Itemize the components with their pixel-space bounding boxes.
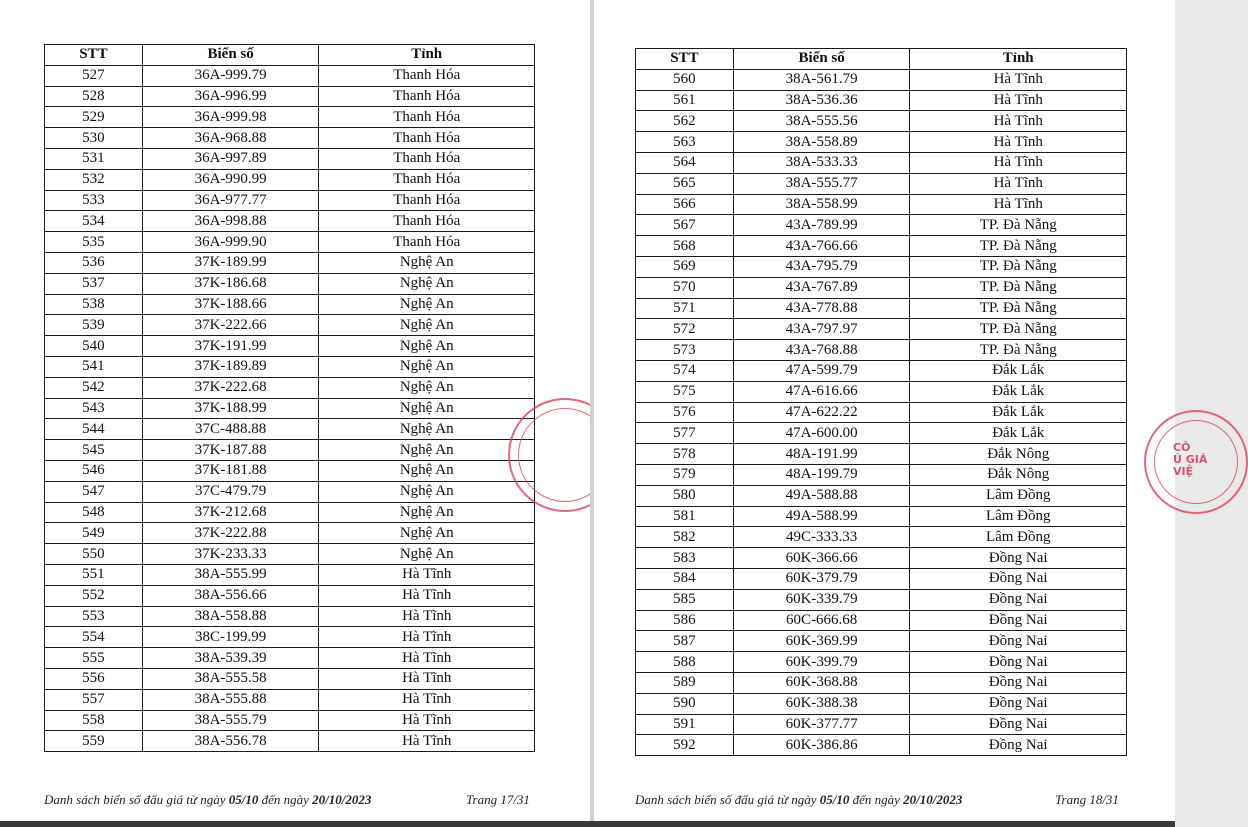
table-row bbox=[636, 256, 1127, 277]
table-row bbox=[45, 294, 535, 315]
cell-plate: 38A-555.58 bbox=[142, 668, 319, 689]
cell-stt: 575 bbox=[636, 381, 734, 402]
cell-stt: 583 bbox=[636, 548, 734, 569]
table-row bbox=[45, 128, 535, 149]
cell-stt: 590 bbox=[636, 693, 734, 714]
cell-stt: 540 bbox=[45, 336, 143, 357]
table-row bbox=[45, 419, 535, 440]
cell-stt: 565 bbox=[636, 173, 734, 194]
cell-stt: 553 bbox=[45, 606, 143, 627]
cell-stt: 592 bbox=[636, 735, 734, 756]
cell-plate: 43A-767.89 bbox=[733, 277, 910, 298]
table-row bbox=[636, 215, 1127, 236]
footer-date-to: 20/10/2023 bbox=[312, 792, 372, 807]
cell-plate: 38A-556.78 bbox=[142, 731, 319, 752]
table-row bbox=[45, 315, 535, 336]
cell-plate: 37C-479.79 bbox=[142, 481, 319, 502]
cell-plate: 60K-339.79 bbox=[733, 589, 910, 610]
table-row bbox=[636, 589, 1127, 610]
cell-province: Thanh Hóa bbox=[319, 190, 535, 211]
cell-province: Nghệ An bbox=[319, 419, 535, 440]
table-row bbox=[636, 381, 1127, 402]
cell-province: Đồng Nai bbox=[910, 652, 1127, 673]
table-row bbox=[636, 485, 1127, 506]
table-row bbox=[636, 402, 1127, 423]
cell-plate: 38A-556.66 bbox=[142, 585, 319, 606]
header-province: Tỉnh bbox=[910, 49, 1127, 70]
cell-province: Hà Tĩnh bbox=[319, 585, 535, 606]
cell-province: Thanh Hóa bbox=[319, 148, 535, 169]
table-row bbox=[45, 398, 535, 419]
cell-province: Hà Tĩnh bbox=[910, 152, 1127, 173]
cell-plate: 38A-555.56 bbox=[733, 111, 910, 132]
cell-stt: 548 bbox=[45, 502, 143, 523]
table-row bbox=[636, 714, 1127, 735]
cell-stt: 562 bbox=[636, 111, 734, 132]
table-row bbox=[45, 232, 535, 253]
table-row bbox=[45, 544, 535, 565]
cell-plate: 43A-795.79 bbox=[733, 256, 910, 277]
seal-text-line: CÔ bbox=[1173, 441, 1191, 454]
document-page-right bbox=[594, 0, 1208, 822]
cell-province: Thanh Hóa bbox=[319, 211, 535, 232]
cell-stt: 587 bbox=[636, 631, 734, 652]
cell-province: TP. Đà Nẵng bbox=[910, 215, 1127, 236]
table-row bbox=[45, 190, 535, 211]
cell-plate: 38A-533.33 bbox=[733, 152, 910, 173]
cell-stt: 538 bbox=[45, 294, 143, 315]
cell-province: TP. Đà Nẵng bbox=[910, 277, 1127, 298]
header-plate: Biển số bbox=[142, 45, 319, 66]
cell-province: Thanh Hóa bbox=[319, 86, 535, 107]
cell-plate: 43A-797.97 bbox=[733, 319, 910, 340]
footer-date-to: 20/10/2023 bbox=[903, 792, 963, 807]
table-row bbox=[636, 444, 1127, 465]
table-row bbox=[45, 336, 535, 357]
plates-table-body-right bbox=[636, 69, 1127, 755]
table-row bbox=[636, 527, 1127, 548]
cell-plate: 37K-181.88 bbox=[142, 460, 319, 481]
cell-stt: 529 bbox=[45, 107, 143, 128]
cell-stt: 579 bbox=[636, 464, 734, 485]
cell-province: Đắk Lắk bbox=[910, 402, 1127, 423]
cell-stt: 543 bbox=[45, 398, 143, 419]
cell-province: TP. Đà Nẵng bbox=[910, 319, 1127, 340]
cell-stt: 559 bbox=[45, 731, 143, 752]
cell-province: Nghệ An bbox=[319, 315, 535, 336]
table-row bbox=[636, 652, 1127, 673]
cell-province: Lâm Đồng bbox=[910, 527, 1127, 548]
cell-plate: 36A-996.99 bbox=[142, 86, 319, 107]
cell-province: Hà Tĩnh bbox=[910, 69, 1127, 90]
cell-plate: 36A-990.99 bbox=[142, 169, 319, 190]
cell-plate: 37K-188.99 bbox=[142, 398, 319, 419]
cell-province: Nghệ An bbox=[319, 398, 535, 419]
table-row bbox=[636, 298, 1127, 319]
cell-province: Hà Tĩnh bbox=[319, 689, 535, 710]
table-row bbox=[636, 360, 1127, 381]
cell-province: Đồng Nai bbox=[910, 548, 1127, 569]
table-row bbox=[636, 173, 1127, 194]
footer-date-from: 05/10 bbox=[819, 792, 850, 807]
cell-stt: 578 bbox=[636, 444, 734, 465]
cell-plate: 43A-766.66 bbox=[733, 236, 910, 257]
table-row bbox=[636, 548, 1127, 569]
header-province: Tỉnh bbox=[319, 45, 535, 66]
cell-stt: 544 bbox=[45, 419, 143, 440]
red-seal-stamp bbox=[1144, 410, 1248, 514]
cell-plate: 38A-555.99 bbox=[142, 564, 319, 585]
cell-province: Hà Tĩnh bbox=[910, 194, 1127, 215]
cell-province: Nghệ An bbox=[319, 377, 535, 398]
cell-stt: 573 bbox=[636, 340, 734, 361]
cell-plate: 49A-588.99 bbox=[733, 506, 910, 527]
table-row bbox=[45, 731, 535, 752]
cell-stt: 589 bbox=[636, 672, 734, 693]
cell-plate: 47A-600.00 bbox=[733, 423, 910, 444]
cell-plate: 37K-222.66 bbox=[142, 315, 319, 336]
cell-plate: 60K-377.77 bbox=[733, 714, 910, 735]
footer-date-from: 05/10 bbox=[228, 792, 259, 807]
cell-plate: 38C-199.99 bbox=[142, 627, 319, 648]
table-row bbox=[636, 464, 1127, 485]
cell-province: Nghệ An bbox=[319, 273, 535, 294]
cell-province: Đắk Lắk bbox=[910, 381, 1127, 402]
cell-plate: 38A-558.89 bbox=[733, 132, 910, 153]
cell-province: Nghệ An bbox=[319, 440, 535, 461]
cell-stt: 585 bbox=[636, 589, 734, 610]
table-row bbox=[636, 735, 1127, 756]
footer-caption bbox=[44, 792, 371, 808]
cell-stt: 566 bbox=[636, 194, 734, 215]
cell-province: Hà Tĩnh bbox=[319, 710, 535, 731]
cell-stt: 568 bbox=[636, 236, 734, 257]
table-row bbox=[636, 152, 1127, 173]
table-row bbox=[636, 568, 1127, 589]
cell-province: Hà Tĩnh bbox=[319, 668, 535, 689]
table-row bbox=[636, 132, 1127, 153]
cell-stt: 584 bbox=[636, 568, 734, 589]
cell-plate: 43A-789.99 bbox=[733, 215, 910, 236]
plates-table-right bbox=[635, 48, 1127, 756]
cell-plate: 38A-555.79 bbox=[142, 710, 319, 731]
cell-stt: 591 bbox=[636, 714, 734, 735]
cell-plate: 60K-369.99 bbox=[733, 631, 910, 652]
cell-plate: 38A-561.79 bbox=[733, 69, 910, 90]
bottom-shadow-edge bbox=[0, 821, 1175, 827]
cell-province: Đồng Nai bbox=[910, 714, 1127, 735]
cell-province: Nghệ An bbox=[319, 460, 535, 481]
cell-stt: 574 bbox=[636, 360, 734, 381]
cell-stt: 572 bbox=[636, 319, 734, 340]
cell-province: Đồng Nai bbox=[910, 610, 1127, 631]
plates-table-body-left bbox=[45, 65, 535, 751]
cell-plate: 38A-558.99 bbox=[733, 194, 910, 215]
cell-stt: 563 bbox=[636, 132, 734, 153]
table-row bbox=[45, 377, 535, 398]
cell-province: Thanh Hóa bbox=[319, 128, 535, 149]
cell-stt: 549 bbox=[45, 523, 143, 544]
cell-plate: 43A-768.88 bbox=[733, 340, 910, 361]
cell-plate: 47A-622.22 bbox=[733, 402, 910, 423]
cell-province: Nghệ An bbox=[319, 544, 535, 565]
table-row bbox=[45, 710, 535, 731]
cell-stt: 531 bbox=[45, 148, 143, 169]
footer-caption-prefix: Danh sách biển số đấu giá từ ngày bbox=[635, 792, 817, 807]
cell-stt: 555 bbox=[45, 648, 143, 669]
cell-plate: 37C-488.88 bbox=[142, 419, 319, 440]
cell-stt: 567 bbox=[636, 215, 734, 236]
cell-province: Nghệ An bbox=[319, 502, 535, 523]
table-row bbox=[45, 86, 535, 107]
cell-stt: 542 bbox=[45, 377, 143, 398]
table-row bbox=[45, 481, 535, 502]
cell-stt: 581 bbox=[636, 506, 734, 527]
footer-caption-prefix: Danh sách biển số đấu giá từ ngày bbox=[44, 792, 226, 807]
cell-stt: 533 bbox=[45, 190, 143, 211]
cell-stt: 550 bbox=[45, 544, 143, 565]
cell-province: Đồng Nai bbox=[910, 631, 1127, 652]
cell-plate: 43A-778.88 bbox=[733, 298, 910, 319]
table-row bbox=[636, 506, 1127, 527]
cell-stt: 545 bbox=[45, 440, 143, 461]
cell-province: TP. Đà Nẵng bbox=[910, 256, 1127, 277]
header-stt: STT bbox=[45, 45, 143, 66]
cell-plate: 36A-999.79 bbox=[142, 65, 319, 86]
cell-stt: 560 bbox=[636, 69, 734, 90]
cell-plate: 36A-999.98 bbox=[142, 107, 319, 128]
table-row bbox=[45, 211, 535, 232]
cell-province: Nghệ An bbox=[319, 336, 535, 357]
table-row bbox=[45, 627, 535, 648]
cell-stt: 561 bbox=[636, 90, 734, 111]
table-row bbox=[45, 169, 535, 190]
cell-plate: 37K-222.68 bbox=[142, 377, 319, 398]
cell-province: Đồng Nai bbox=[910, 735, 1127, 756]
table-row bbox=[636, 319, 1127, 340]
cell-province: Hà Tĩnh bbox=[319, 648, 535, 669]
table-row bbox=[45, 585, 535, 606]
cell-plate: 37K-212.68 bbox=[142, 502, 319, 523]
cell-province: Hà Tĩnh bbox=[319, 731, 535, 752]
cell-province: Đồng Nai bbox=[910, 693, 1127, 714]
footer-between: đến ngày bbox=[261, 792, 309, 807]
footer-between: đến ngày bbox=[852, 792, 900, 807]
table-row bbox=[45, 606, 535, 627]
cell-plate: 37K-186.68 bbox=[142, 273, 319, 294]
cell-plate: 49C-333.33 bbox=[733, 527, 910, 548]
cell-province: Đồng Nai bbox=[910, 672, 1127, 693]
cell-plate: 36A-998.88 bbox=[142, 211, 319, 232]
cell-plate: 47A-599.79 bbox=[733, 360, 910, 381]
cell-plate: 60C-666.68 bbox=[733, 610, 910, 631]
cell-province: Thanh Hóa bbox=[319, 169, 535, 190]
cell-province: Lâm Đồng bbox=[910, 506, 1127, 527]
table-row bbox=[636, 423, 1127, 444]
cell-plate: 36A-999.90 bbox=[142, 232, 319, 253]
table-row bbox=[45, 356, 535, 377]
table-row bbox=[636, 693, 1127, 714]
seal-text-line: VIỆ bbox=[1173, 465, 1194, 478]
cell-plate: 60K-386.86 bbox=[733, 735, 910, 756]
cell-plate: 38A-539.39 bbox=[142, 648, 319, 669]
cell-plate: 37K-222.88 bbox=[142, 523, 319, 544]
cell-stt: 530 bbox=[45, 128, 143, 149]
cell-province: Đắk Lắk bbox=[910, 423, 1127, 444]
cell-province: Thanh Hóa bbox=[319, 65, 535, 86]
table-row bbox=[636, 236, 1127, 257]
cell-plate: 48A-191.99 bbox=[733, 444, 910, 465]
cell-stt: 536 bbox=[45, 252, 143, 273]
cell-plate: 37K-189.99 bbox=[142, 252, 319, 273]
table-row bbox=[636, 277, 1127, 298]
table-row bbox=[636, 340, 1127, 361]
cell-stt: 577 bbox=[636, 423, 734, 444]
cell-province: Lâm Đồng bbox=[910, 485, 1127, 506]
table-header-row bbox=[45, 45, 535, 66]
plates-table-left bbox=[44, 44, 535, 752]
cell-province: Thanh Hóa bbox=[319, 232, 535, 253]
cell-plate: 36A-977.77 bbox=[142, 190, 319, 211]
table-row bbox=[45, 668, 535, 689]
cell-plate: 60K-399.79 bbox=[733, 652, 910, 673]
cell-province: TP. Đà Nẵng bbox=[910, 340, 1127, 361]
table-row bbox=[636, 610, 1127, 631]
cell-plate: 47A-616.66 bbox=[733, 381, 910, 402]
cell-province: Hà Tĩnh bbox=[910, 173, 1127, 194]
cell-stt: 586 bbox=[636, 610, 734, 631]
table-row bbox=[45, 440, 535, 461]
cell-province: Hà Tĩnh bbox=[910, 132, 1127, 153]
header-plate: Biển số bbox=[733, 49, 910, 70]
cell-stt: 535 bbox=[45, 232, 143, 253]
cell-plate: 36A-997.89 bbox=[142, 148, 319, 169]
cell-plate: 60K-388.38 bbox=[733, 693, 910, 714]
cell-plate: 36A-968.88 bbox=[142, 128, 319, 149]
cell-province: Hà Tĩnh bbox=[319, 564, 535, 585]
page-number: Trang 18/31 bbox=[1055, 792, 1119, 807]
cell-province: Đắk Lắk bbox=[910, 360, 1127, 381]
cell-stt: 580 bbox=[636, 485, 734, 506]
cell-plate: 37K-189.89 bbox=[142, 356, 319, 377]
cell-plate: 37K-188.66 bbox=[142, 294, 319, 315]
seal-text bbox=[1173, 442, 1207, 478]
cell-province: Hà Tĩnh bbox=[910, 90, 1127, 111]
cell-province: TP. Đà Nẵng bbox=[910, 236, 1127, 257]
table-row bbox=[636, 631, 1127, 652]
cell-stt: 539 bbox=[45, 315, 143, 336]
cell-province: Đồng Nai bbox=[910, 568, 1127, 589]
cell-plate: 38A-555.88 bbox=[142, 689, 319, 710]
cell-stt: 556 bbox=[45, 668, 143, 689]
cell-province: Hà Tĩnh bbox=[319, 627, 535, 648]
seal-text-line: Ú GIÁ bbox=[1173, 453, 1208, 466]
table-row bbox=[636, 672, 1127, 693]
table-row bbox=[636, 69, 1127, 90]
cell-stt: 570 bbox=[636, 277, 734, 298]
cell-stt: 558 bbox=[45, 710, 143, 731]
cell-province: Thanh Hóa bbox=[319, 107, 535, 128]
table-row bbox=[45, 502, 535, 523]
cell-plate: 60K-368.88 bbox=[733, 672, 910, 693]
cell-plate: 37K-233.33 bbox=[142, 544, 319, 565]
cell-province: Nghệ An bbox=[319, 356, 535, 377]
cell-province: Đắk Nông bbox=[910, 444, 1127, 465]
table-row bbox=[45, 65, 535, 86]
table-header-row bbox=[636, 49, 1127, 70]
cell-province: Nghệ An bbox=[319, 294, 535, 315]
cell-stt: 547 bbox=[45, 481, 143, 502]
cell-plate: 37K-187.88 bbox=[142, 440, 319, 461]
cell-stt: 564 bbox=[636, 152, 734, 173]
cell-province: Đắk Nông bbox=[910, 464, 1127, 485]
cell-plate: 37K-191.99 bbox=[142, 336, 319, 357]
footer-caption bbox=[635, 792, 962, 808]
cell-stt: 528 bbox=[45, 86, 143, 107]
cell-plate: 60K-379.79 bbox=[733, 568, 910, 589]
cell-stt: 576 bbox=[636, 402, 734, 423]
table-row bbox=[45, 564, 535, 585]
cell-plate: 48A-199.79 bbox=[733, 464, 910, 485]
cell-plate: 38A-536.36 bbox=[733, 90, 910, 111]
table-row bbox=[45, 252, 535, 273]
cell-province: Đồng Nai bbox=[910, 589, 1127, 610]
table-row bbox=[45, 460, 535, 481]
table-row bbox=[636, 90, 1127, 111]
cell-province: Nghệ An bbox=[319, 481, 535, 502]
cell-stt: 588 bbox=[636, 652, 734, 673]
cell-plate: 38A-555.77 bbox=[733, 173, 910, 194]
table-row bbox=[45, 523, 535, 544]
cell-stt: 569 bbox=[636, 256, 734, 277]
cell-stt: 582 bbox=[636, 527, 734, 548]
header-stt: STT bbox=[636, 49, 734, 70]
table-row bbox=[45, 107, 535, 128]
table-row bbox=[45, 148, 535, 169]
cell-stt: 532 bbox=[45, 169, 143, 190]
table-row bbox=[45, 648, 535, 669]
cell-stt: 557 bbox=[45, 689, 143, 710]
table-row bbox=[45, 689, 535, 710]
cell-stt: 527 bbox=[45, 65, 143, 86]
cell-stt: 541 bbox=[45, 356, 143, 377]
page-number: Trang 17/31 bbox=[466, 792, 530, 807]
cell-stt: 534 bbox=[45, 211, 143, 232]
cell-province: Hà Tĩnh bbox=[910, 111, 1127, 132]
cell-stt: 571 bbox=[636, 298, 734, 319]
cell-province: Nghệ An bbox=[319, 523, 535, 544]
table-row bbox=[636, 111, 1127, 132]
cell-stt: 551 bbox=[45, 564, 143, 585]
table-row bbox=[45, 273, 535, 294]
cell-plate: 49A-588.88 bbox=[733, 485, 910, 506]
cell-plate: 60K-366.66 bbox=[733, 548, 910, 569]
document-page-left bbox=[0, 0, 590, 822]
cell-province: Hà Tĩnh bbox=[319, 606, 535, 627]
cell-stt: 554 bbox=[45, 627, 143, 648]
cell-province: Nghệ An bbox=[319, 252, 535, 273]
cell-stt: 552 bbox=[45, 585, 143, 606]
cell-stt: 537 bbox=[45, 273, 143, 294]
cell-stt: 546 bbox=[45, 460, 143, 481]
cell-plate: 38A-558.88 bbox=[142, 606, 319, 627]
table-row bbox=[636, 194, 1127, 215]
cell-province: TP. Đà Nẵng bbox=[910, 298, 1127, 319]
